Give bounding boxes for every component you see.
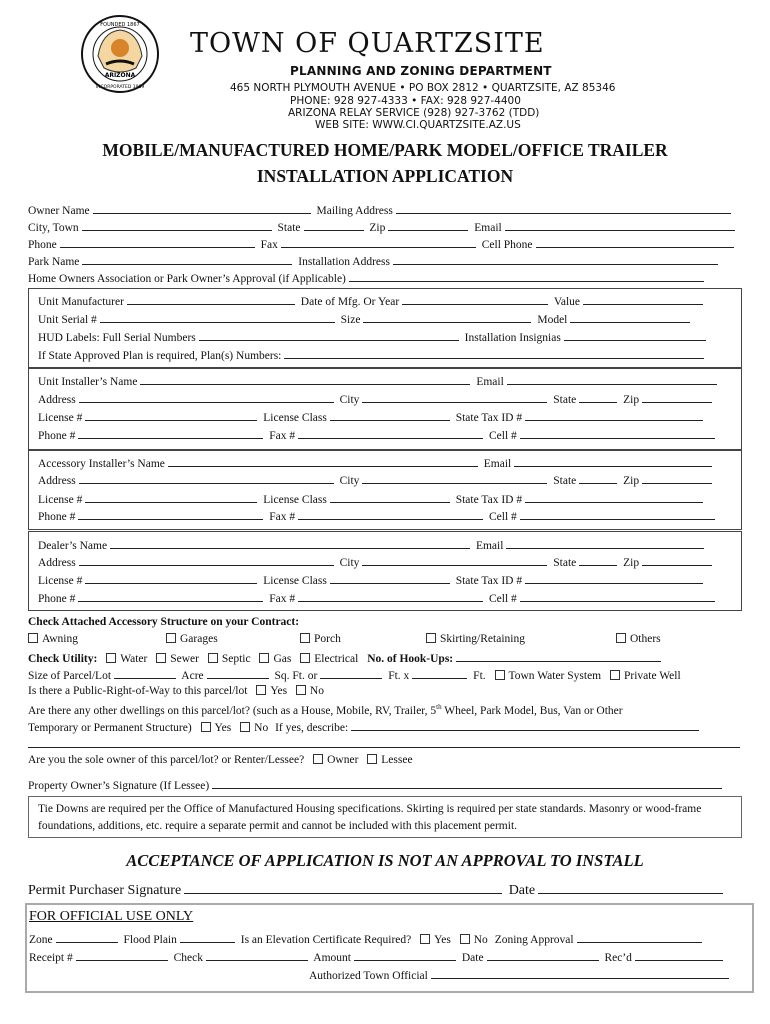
owner-name-label: Owner Name: [28, 205, 90, 217]
official-date-field[interactable]: [487, 950, 599, 961]
acre-label: Acre: [181, 670, 204, 682]
unit-installer-state-label: State: [553, 394, 577, 406]
septic-checkbox[interactable]: [208, 653, 218, 663]
gas-checkbox[interactable]: [259, 653, 269, 663]
owner-phone-label: Phone: [28, 239, 57, 251]
others-label: Others: [630, 633, 661, 645]
zoning-approval-label: Zoning Approval: [494, 934, 574, 946]
row-no-label: No: [309, 685, 324, 697]
unit-installer-state-field[interactable]: [579, 392, 617, 403]
cell-phone-label: Cell Phone: [481, 239, 533, 251]
town-seal: [80, 14, 160, 94]
accessory-installer-email-label: Email: [483, 458, 512, 470]
form-title-line2: INSTALLATION APPLICATION: [256, 166, 514, 186]
dwellings-label-1: Are there any other dwellings on this parcel/lot? (such as a House, Mobile, RV, Trailer, 5: [28, 704, 437, 717]
owner-row-4: [28, 254, 721, 268]
insignias-label: Installation Insignias: [464, 332, 561, 344]
temp-perm-row: [28, 720, 702, 734]
elevation-no-label: No: [473, 934, 488, 946]
garages-checkbox[interactable]: [166, 633, 176, 643]
dealer-zip-field[interactable]: [642, 555, 712, 566]
water-checkbox[interactable]: [106, 653, 116, 663]
authorized-official-label: Authorized Town Official: [309, 970, 428, 982]
official-heading: FOR OFFICIAL USE ONLY: [29, 909, 194, 924]
installation-address-field[interactable]: [393, 254, 718, 265]
town-title: TOWN OF QUARTZSITE: [190, 28, 545, 59]
amount-label: Amount: [313, 952, 351, 964]
awning-checkbox[interactable]: [28, 633, 38, 643]
dealer-section: [28, 531, 742, 611]
elevation-yes-checkbox[interactable]: [420, 934, 430, 944]
sewer-checkbox[interactable]: [156, 653, 166, 663]
row-question: [28, 685, 324, 697]
hookups-field[interactable]: [456, 651, 661, 662]
dealer-zip-label: Zip: [623, 557, 640, 569]
relay-service: ARIZONA RELAY SERVICE (928) 927-3762 (TDD): [288, 107, 540, 119]
value-label: Value: [553, 296, 581, 308]
owner-state-field[interactable]: [304, 220, 364, 231]
check-field[interactable]: [206, 950, 308, 961]
dwellings-yes-label: Yes: [214, 722, 232, 734]
flood-plain-label: Flood Plain: [123, 934, 177, 946]
property-signature-field[interactable]: [212, 778, 722, 789]
permit-signature-label: Permit Purchaser Signature: [28, 883, 182, 898]
dealer-license-class-label: License Class: [263, 575, 327, 587]
unit-installer-license-field[interactable]: [85, 410, 257, 421]
dealer-state-tax-label: State Tax ID #: [455, 575, 523, 587]
dwellings-label-2: Wheel, Park Model, Bus, Van or Other: [441, 704, 623, 717]
zoning-approval-field[interactable]: [577, 932, 702, 943]
lessee-option-label: Lessee: [381, 754, 413, 766]
dealer-license-class-field[interactable]: [330, 573, 450, 584]
dwellings-sup: th: [436, 703, 442, 711]
parcel-size-field[interactable]: [114, 668, 176, 679]
dealer-email-field[interactable]: [506, 538, 704, 549]
accessory-installer-state-tax-label: State Tax ID #: [455, 494, 523, 506]
zone-field[interactable]: [56, 932, 118, 943]
unit-installer-fax-label: Fax #: [269, 430, 296, 442]
state-plan-label: If State Approved Plan is required, Plan(s) Numbers:: [38, 350, 282, 362]
recd-label: Rec’d: [604, 952, 632, 964]
dealer-email-label: Email: [475, 540, 504, 552]
private-well-checkbox[interactable]: [610, 670, 620, 680]
owner-state-label: State: [277, 222, 301, 234]
unit-serial-label: Unit Serial #: [38, 314, 97, 326]
accessory-installer-state-field[interactable]: [579, 473, 617, 484]
size-label: Size: [340, 314, 361, 326]
official-use-section: [25, 903, 754, 993]
owner-row-5: [28, 271, 707, 285]
authorized-official-field[interactable]: [431, 968, 729, 979]
structures-row: [22, 633, 78, 645]
elevation-yes-label: Yes: [434, 934, 451, 946]
temp-perm-label: Temporary or Permanent Structure): [28, 722, 192, 734]
unit-installer-fax-field[interactable]: [298, 428, 483, 439]
awning-label: Awning: [42, 633, 78, 645]
owner-row-2: [28, 220, 738, 234]
dealer-phone-label: Phone #: [38, 593, 76, 605]
cell-phone-field[interactable]: [536, 237, 734, 248]
gas-label: Gas: [273, 653, 292, 665]
model-field[interactable]: [570, 312, 690, 323]
owner-row-3: [28, 237, 737, 251]
row-no-checkbox[interactable]: [296, 685, 306, 695]
dwellings-no-checkbox[interactable]: [240, 722, 250, 732]
owner-email-field[interactable]: [505, 220, 735, 231]
accessory-installer-license-field[interactable]: [85, 492, 257, 503]
garages-label: Garages: [180, 633, 218, 645]
hoa-label: Home Owners Association or Park Owner’s Approval (if Applicable): [28, 273, 346, 285]
describe-field-2[interactable]: [28, 737, 740, 748]
owner-fax-label: Fax: [260, 239, 278, 251]
accessory-installer-city-label: City: [339, 475, 360, 487]
private-well-label: Private Well: [624, 670, 681, 682]
unit-manufacturer-label: Unit Manufacturer: [38, 296, 124, 308]
owner-zip-label: Zip: [369, 222, 386, 234]
owner-question: [28, 754, 413, 766]
skirting-label: Skirting/Retaining: [440, 633, 525, 645]
owner-email-label: Email: [474, 222, 502, 234]
date-mfg-field[interactable]: [402, 294, 548, 305]
form-title-line1: MOBILE/MANUFACTURED HOME/PARK MODEL/OFFICE TRAILER: [102, 140, 668, 160]
unit-installer-zip-label: Zip: [623, 394, 640, 406]
water-label: Water: [120, 653, 148, 665]
elevation-no-checkbox[interactable]: [460, 934, 470, 944]
dealer-address-field[interactable]: [79, 555, 334, 566]
accessory-installer-license-class-field[interactable]: [330, 492, 450, 503]
value-field[interactable]: [583, 294, 703, 305]
accessory-installer-email-field[interactable]: [514, 456, 712, 467]
utility-row: [28, 651, 664, 665]
accessory-installer-zip-field[interactable]: [642, 473, 712, 484]
owner-row-1: [28, 203, 734, 217]
permit-signature-field[interactable]: [184, 881, 502, 894]
acceptance-notice: ACCEPTANCE OF APPLICATION IS NOT AN APPROVAL TO INSTALL: [126, 851, 644, 870]
dealer-phone-field[interactable]: [78, 591, 263, 602]
accessory-installer-license-class-label: License Class: [263, 494, 327, 506]
seal-bottom-text: INCORPORATED 1989: [95, 85, 145, 90]
sewer-label: Sewer: [170, 653, 199, 665]
dwellings-question: [28, 703, 623, 717]
state-plan-field[interactable]: [284, 348, 704, 359]
accessory-installer-zip-label: Zip: [623, 475, 640, 487]
town-water-checkbox[interactable]: [495, 670, 505, 680]
official-date-label: Date: [461, 952, 484, 964]
town-water-label: Town Water System: [508, 670, 602, 682]
unit-installer-cell-label: Cell #: [489, 430, 517, 442]
permit-signature-row: [28, 881, 726, 899]
unit-manufacturer-field[interactable]: [127, 294, 295, 305]
unit-installer-state-tax-field[interactable]: [525, 410, 703, 421]
row-question-label: Is there a Public-Right-of-Way to this parcel/lot: [28, 685, 248, 697]
city-town-field[interactable]: [82, 220, 272, 231]
dealer-license-field[interactable]: [85, 573, 257, 584]
unit-installer-license-label: License #: [38, 412, 83, 424]
dwellings-no-label: No: [254, 722, 269, 734]
department-phone: PHONE: 928 927-4333 • FAX: 928 927-4400: [290, 95, 521, 107]
permit-date-label: Date: [508, 883, 536, 898]
accessory-installer-license-label: License #: [38, 494, 83, 506]
insignias-field[interactable]: [564, 330, 706, 341]
hookups-label: No. of Hook-Ups:: [367, 653, 454, 665]
hoa-field[interactable]: [349, 271, 704, 282]
unit-installer-name-label: Unit Installer’s Name: [38, 376, 138, 388]
unit-installer-state-tax-label: State Tax ID #: [455, 412, 523, 424]
if-yes-label: If yes, describe:: [275, 722, 349, 734]
utility-heading: Check Utility:: [28, 653, 98, 665]
accessory-installer-state-label: State: [553, 475, 577, 487]
unit-installer-city-field[interactable]: [362, 392, 547, 403]
accessory-installer-address-field[interactable]: [79, 473, 334, 484]
owner-name-field[interactable]: [93, 203, 311, 214]
dwellings-yes-checkbox[interactable]: [201, 722, 211, 732]
dealer-state-field[interactable]: [579, 555, 617, 566]
notice-text: Tie Downs are required per the Office of Manufactured Housing specifications. Skirting is required per state standards. Masonry or wood-frame foundations, additions, etc. require a separate permit and cannot be included with this placement permit.: [38, 803, 702, 832]
porch-checkbox[interactable]: [300, 633, 310, 643]
unit-installer-cell-field[interactable]: [520, 428, 715, 439]
flood-plain-field[interactable]: [180, 932, 235, 943]
electrical-label: Electrical: [314, 653, 359, 665]
park-name-field[interactable]: [82, 254, 292, 265]
mailing-address-field[interactable]: [396, 203, 731, 214]
accessory-installer-section: [28, 450, 742, 530]
owner-fax-field[interactable]: [281, 237, 476, 248]
owner-option-label: Owner: [327, 754, 359, 766]
recd-field[interactable]: [635, 950, 723, 961]
permit-date-field[interactable]: [538, 881, 723, 894]
accessory-installer-fax-field[interactable]: [298, 509, 483, 520]
dealer-cell-label: Cell #: [489, 593, 517, 605]
zone-label: Zone: [29, 934, 53, 946]
unit-installer-zip-field[interactable]: [642, 392, 712, 403]
ft-label: Ft.: [473, 670, 486, 682]
unit-installer-license-class-field[interactable]: [330, 410, 450, 421]
installation-address-label: Installation Address: [298, 256, 390, 268]
accessory-installer-name-label: Accessory Installer’s Name: [38, 458, 165, 470]
notice-box: [28, 796, 742, 838]
check-label: Check: [173, 952, 204, 964]
row-yes-checkbox[interactable]: [256, 685, 266, 695]
accessory-installer-cell-field[interactable]: [520, 509, 715, 520]
row-yes-label: Yes: [270, 685, 288, 697]
unit-section: [28, 288, 742, 368]
ftx-field[interactable]: [412, 668, 467, 679]
unit-installer-email-field[interactable]: [507, 374, 717, 385]
lessee-checkbox[interactable]: [367, 754, 377, 764]
dealer-address-label: Address: [38, 557, 76, 569]
unit-serial-field[interactable]: [100, 312, 335, 323]
unit-installer-section: [28, 368, 742, 450]
owner-zip-field[interactable]: [388, 220, 468, 231]
elevation-label: Is an Elevation Certificate Required?: [240, 934, 412, 946]
dealer-fax-label: Fax #: [269, 593, 296, 605]
porch-label: Porch: [314, 633, 341, 645]
parcel-size-row: [28, 668, 681, 682]
dealer-name-label: Dealer’s Name: [38, 540, 108, 552]
park-name-label: Park Name: [28, 256, 80, 268]
web-site: WEB SITE: WWW.CI.QUARTZSITE.AZ.US: [315, 119, 521, 131]
property-signature-label: Property Owner’s Signature (If Lessee): [28, 780, 210, 792]
dealer-cell-field[interactable]: [520, 591, 715, 602]
dealer-fax-field[interactable]: [298, 591, 483, 602]
dealer-city-label: City: [339, 557, 360, 569]
department-address: 465 NORTH PLYMOUTH AVENUE • PO BOX 2812 • QUARTZSITE, AZ 85346: [230, 82, 616, 94]
accessory-installer-phone-label: Phone #: [38, 511, 76, 523]
accessory-installer-city-field[interactable]: [362, 473, 547, 484]
unit-installer-license-class-label: License Class: [263, 412, 327, 424]
dealer-license-label: License #: [38, 575, 83, 587]
unit-installer-city-label: City: [339, 394, 360, 406]
owner-phone-field[interactable]: [60, 237, 255, 248]
unit-installer-address-label: Address: [38, 394, 76, 406]
dealer-state-tax-field[interactable]: [525, 573, 703, 584]
if-yes-field[interactable]: [351, 720, 699, 731]
unit-installer-address-field[interactable]: [79, 392, 334, 403]
accessory-installer-state-tax-field[interactable]: [525, 492, 703, 503]
property-signature-row: [28, 778, 725, 792]
dealer-city-field[interactable]: [362, 555, 547, 566]
unit-installer-name-field[interactable]: [140, 374, 470, 385]
seal-state-text: ARIZONA: [104, 72, 136, 79]
amount-field[interactable]: [354, 950, 456, 961]
city-town-label: City, Town: [28, 222, 79, 234]
skirting-checkbox[interactable]: [426, 633, 436, 643]
seal-top-text: FOUNDED 1867: [100, 22, 140, 28]
acre-field[interactable]: [207, 668, 269, 679]
owner-checkbox[interactable]: [313, 754, 323, 764]
department-name: PLANNING AND ZONING DEPARTMENT: [290, 64, 552, 78]
mailing-address-label: Mailing Address: [316, 205, 393, 217]
accessory-installer-address-label: Address: [38, 475, 76, 487]
accessory-installer-fax-label: Fax #: [269, 511, 296, 523]
accessory-installer-phone-field[interactable]: [78, 509, 263, 520]
date-mfg-label: Date of Mfg. Or Year: [300, 296, 400, 308]
accessory-installer-name-field[interactable]: [168, 456, 478, 467]
sqft-field[interactable]: [320, 668, 382, 679]
model-label: Model: [537, 314, 568, 326]
unit-installer-phone-field[interactable]: [78, 428, 263, 439]
size-field[interactable]: [363, 312, 531, 323]
receipt-label: Receipt #: [29, 952, 73, 964]
ftx-label: Ft. x: [388, 670, 410, 682]
unit-installer-email-label: Email: [476, 376, 504, 388]
receipt-field[interactable]: [76, 950, 168, 961]
parcel-size-label: Size of Parcel/Lot: [28, 670, 112, 682]
electrical-checkbox[interactable]: [300, 653, 310, 663]
septic-label: Septic: [221, 653, 251, 665]
dealer-state-label: State: [553, 557, 577, 569]
others-checkbox[interactable]: [616, 633, 626, 643]
structures-heading: Check Attached Accessory Structure on your Contract:: [28, 616, 300, 628]
hud-label: HUD Labels: Full Serial Numbers: [38, 332, 196, 344]
unit-installer-phone-label: Phone #: [38, 430, 76, 442]
owner-question-label: Are you the sole owner of this parcel/lot? or Renter/Lessee?: [28, 754, 305, 766]
sqft-label: Sq. Ft. or: [274, 670, 318, 682]
dealer-name-field[interactable]: [110, 538, 470, 549]
accessory-installer-cell-label: Cell #: [489, 511, 517, 523]
hud-field[interactable]: [199, 330, 459, 341]
